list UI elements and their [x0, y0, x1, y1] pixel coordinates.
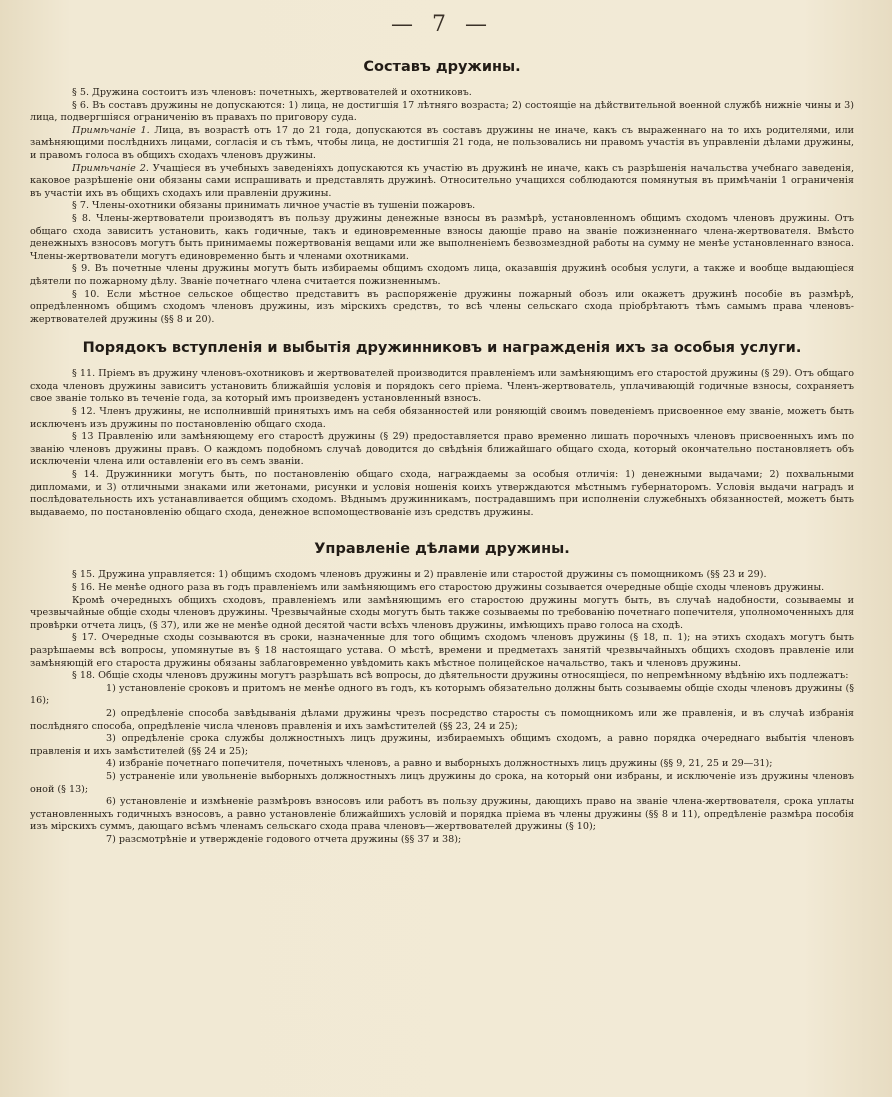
note-text: Лица, въ возрастѣ отъ 17 до 21 года, допускаются въ составъ дружины не иначе, какъ съ выраженнаго на то ихъ родителями, или замѣняющими послѣднихъ лицами, согласія и съ тѣмъ, чтобы лица, не достигшія 21 года, не пользовались ни правомъ участія въ управленіи дѣлами дружины, и правомъ голоса въ общихъ сходахъ членовъ дружины.	[30, 124, 854, 161]
paragraph: § 17. Очередные сходы созываются въ сроки, назначенные для того общимъ сходомъ членовъ дружины (§ 18, п. 1); на этихъ сходахъ могутъ быть разрѣшаемы всѣ вопросы, упомянутые въ § 18 настоящаго устава. О мѣстѣ, времени и предметахъ занятій чрезвычайныхъ общихъ сходовъ правленіе или замѣняющій его староста дружины обязаны заблаговременно увѣдомить какъ мѣстное полицейское начальство, такъ и членовъ дружины.	[30, 632, 854, 669]
note-paragraph	[30, 125, 854, 163]
paragraph: § 8. Члены-жертвователи производятъ въ пользу дружины денежные взносы въ размѣрѣ, установленномъ общимъ сходомъ членовъ дружины. Отъ общаго схода зависитъ установить, какъ годичные, такъ и единовременные взносы дающіе право на званіе пожизненнаго члена-жертвователя. Вмѣсто денежныхъ взносовъ могутъ быть принимаемы пожертвованія вещами или же выполненіемъ безвозмездной работы на сумму не менѣе установленнаго взноса. Члены-жертвователи могутъ единовременно быть и членами охотниками.	[30, 212, 854, 262]
paragraph: § 12. Членъ дружины, не исполнившій принятыхъ имъ на себя обязанностей или роняющій своимъ поведеніемъ присвоенное ему званіе, можетъ быть исключенъ изъ дружины по постановленію общаго схода.	[30, 406, 854, 430]
paragraph: § 10. Если мѣстное сельское общество представитъ въ распоряженіе дружины пожарный обозъ или окажетъ дружинѣ пособіе въ размѣрѣ, опредѣленномъ общимъ сходомъ членовъ дружины, изъ мірскихъ средствъ, то всѣ члены сельскаго схода пріобрѣтаютъ тѣмъ самымъ права членовъ-жертвователей дружины (§§ 8 и 20).	[30, 288, 854, 325]
note-label: Примѣчаніе 2.	[72, 162, 149, 174]
note-paragraph	[30, 163, 854, 201]
note-label: Примѣчаніе 1.	[72, 124, 150, 136]
paragraph: § 14. Дружинники могутъ быть, по постановленію общаго схода, награждаемы за особыя отличія: 1) денежными выдачами; 2) похвальными дипломами, и 3) отличными знаками или жетонами, рисунки и условія ношенія коихъ утверждаются мѣстнымъ губернаторомъ. Условія выдачи наградъ и послѣдовательность ихъ устанавливается общимъ сходомъ. Вѣднымъ дружинникамъ, пострадавшимъ при исполненіи служебныхъ обязанностей, можетъ быть выдаваемо, по постановленію общаго схода, денежное вспомоществованіе изъ средствъ дружины.	[30, 469, 854, 518]
section-title-admission: Порядокъ вступленія и выбытія дружинниковъ и награжденія ихъ за особыя услуги.	[82, 340, 802, 357]
section-title-management: Управленіе дѣлами дружины.	[314, 541, 570, 558]
paragraph: § 5. Дружина состоитъ изъ членовъ: почетныхъ, жертвователей и охотниковъ.	[72, 87, 472, 98]
paragraph: Кромѣ очередныхъ общихъ сходовъ, правленіемъ или замѣняющимъ его старостою дружины могутъ быть, въ случаѣ надобности, созываемы и чрезвычайные общіе сходы членовъ дружины. Чрезвычайные сходы могутъ быть также созываемы по требованію почетнаго попечителя, уполномоченныхъ для провѣрки отчета лицъ, (§ 37), или же не менѣе одной десятой части всѣхъ членовъ дружины, имѣющихъ право голоса на сходѣ.	[30, 594, 854, 631]
list-item: 2) опредѣленіе способа завѣдыванія дѣлами дружины чрезъ посредство старосты съ помощникомъ или же правленія, и въ случаѣ избранія послѣдняго способа, опредѣленіе числа членовъ правленія и ихъ замѣстителей (§§ 23, 24 и 25);	[30, 707, 854, 732]
note-text: Учащіеся въ учебныхъ заведеніяхъ допускаются къ участію въ дружинѣ не иначе, какъ съ разрѣшенія начальства учебнаго заведенія, каковое разрѣшеніе они обязаны сами испрашивать и представлять дружинѣ. Относительно учащихся соблюдаются помянутыя въ примѣчаніи 1 ограниченія въ участіи ихъ въ общихъ сходахъ или правленіи дружины.	[30, 162, 854, 199]
paragraph: § 11. Пріемъ въ дружину членовъ-охотниковъ и жертвователей производится правленіемъ или замѣняющимъ его старостой дружины (§ 29). Отъ общаго схода членовъ дружины зависитъ установить ближайшія условія и порядокъ сего пріема. Членъ-жертвователь, уплачивающій годичные взносы, сохраняетъ свое званіе только въ теченіе года, за который имъ произведенъ установленный взносъ.	[30, 368, 854, 405]
list-item: 5) устраненіе или увольненіе выборныхъ должностныхъ лицъ дружины до срока, на который они избраны, и исключеніе изъ дружины членовъ оной (§ 13);	[30, 770, 854, 795]
paragraph: § 7. Члены-охотники обязаны принимать личное участіе въ тушеніи пожаровъ.	[72, 200, 476, 212]
page-number: — 7 —	[391, 12, 493, 37]
list-item: 1) установленіе сроковъ и притомъ не менѣе одного въ годъ, къ которымъ обязательно должны быть созываемы общіе сходы членовъ дружины (§ 16);	[30, 682, 854, 707]
paragraph: § 13 Правленію или замѣняющему его старостѣ дружины (§ 29) предоставляется право временно лишать порочныхъ членовъ присвоенныхъ имъ по званію членовъ дружины правъ. О каждомъ подобномъ случаѣ доводится до свѣдѣнія ближайшаго общаго схода, который окончательно постановляетъ объ исключеніи члена или оставленіи его въ семъ званіи.	[30, 431, 854, 468]
list-item: 3) опредѣленіе срока службы должностныхъ лицъ дружины, избираемыхъ общимъ сходомъ, а равно порядка очереднаго выбытія членовъ правленія и ихъ замѣстителей (§§ 24 и 25);	[30, 733, 854, 757]
section-title-composition: Составъ дружины.	[363, 59, 521, 75]
list-item: 7) разсмотрѣніе и утвержденіе годового отчета дружины (§§ 37 и 38);	[106, 833, 462, 845]
list-item: 4) избраніе почетнаго попечителя, почетныхъ членовъ, а равно и выборныхъ должностныхъ лицъ дружины (§§ 9, 21, 25 и 29—31);	[106, 758, 773, 770]
paragraph: § 6. Въ составъ дружины не допускаются: 1) лица, не достигшія 17 лѣтняго возраста; 2) состоящіе на дѣйствительной военной службѣ нижніе чины и 3) лица, подвергшіяся ограниченію въ правахъ по приговору суда.	[30, 99, 854, 124]
paragraph: § 16. Не менѣе одного раза въ годъ правленіемъ или замѣняющимъ его старостою дружины созывается очередные общіе сходы членовъ дружины.	[72, 582, 825, 593]
paragraph: § 15. Дружина управляется: 1) общимъ сходомъ членовъ дружины и 2) правленіе или старостой дружины съ помощникомъ (§§ 23 и 29).	[72, 569, 767, 581]
paragraph: § 9. Въ почетные члены дружины могутъ быть избираемы общимъ сходомъ лица, оказавшія дружинѣ особыя услуги, а также и вообще выдающіеся дѣятели по пожарному дѣлу. Званіе почетнаго члена считается пожизненнымъ.	[30, 263, 854, 287]
paragraph: § 18. Общіе сходы членовъ дружины могутъ разрѣшать всѣ вопросы, до дѣятельности дружины относящіеся, по непремѣнному вѣдѣнію ихъ подлежатъ:	[72, 670, 849, 682]
list-item: 6) установленіе и измѣненіе размѣровъ взносовъ или работъ въ пользу дружины, дающихъ право на званіе члена-жертвователя, срока уплаты установленныхъ годичныхъ взносовъ, а равно установленіе ближайшихъ условій и порядка пріема въ члены дружины (§§ 8 и 11), опредѣленіе размѣра пособія изъ мірскихъ суммъ, дающаго всѣмъ членамъ сельскаго схода права членовъ—жертвователей дружины (§ 10);	[30, 796, 854, 833]
